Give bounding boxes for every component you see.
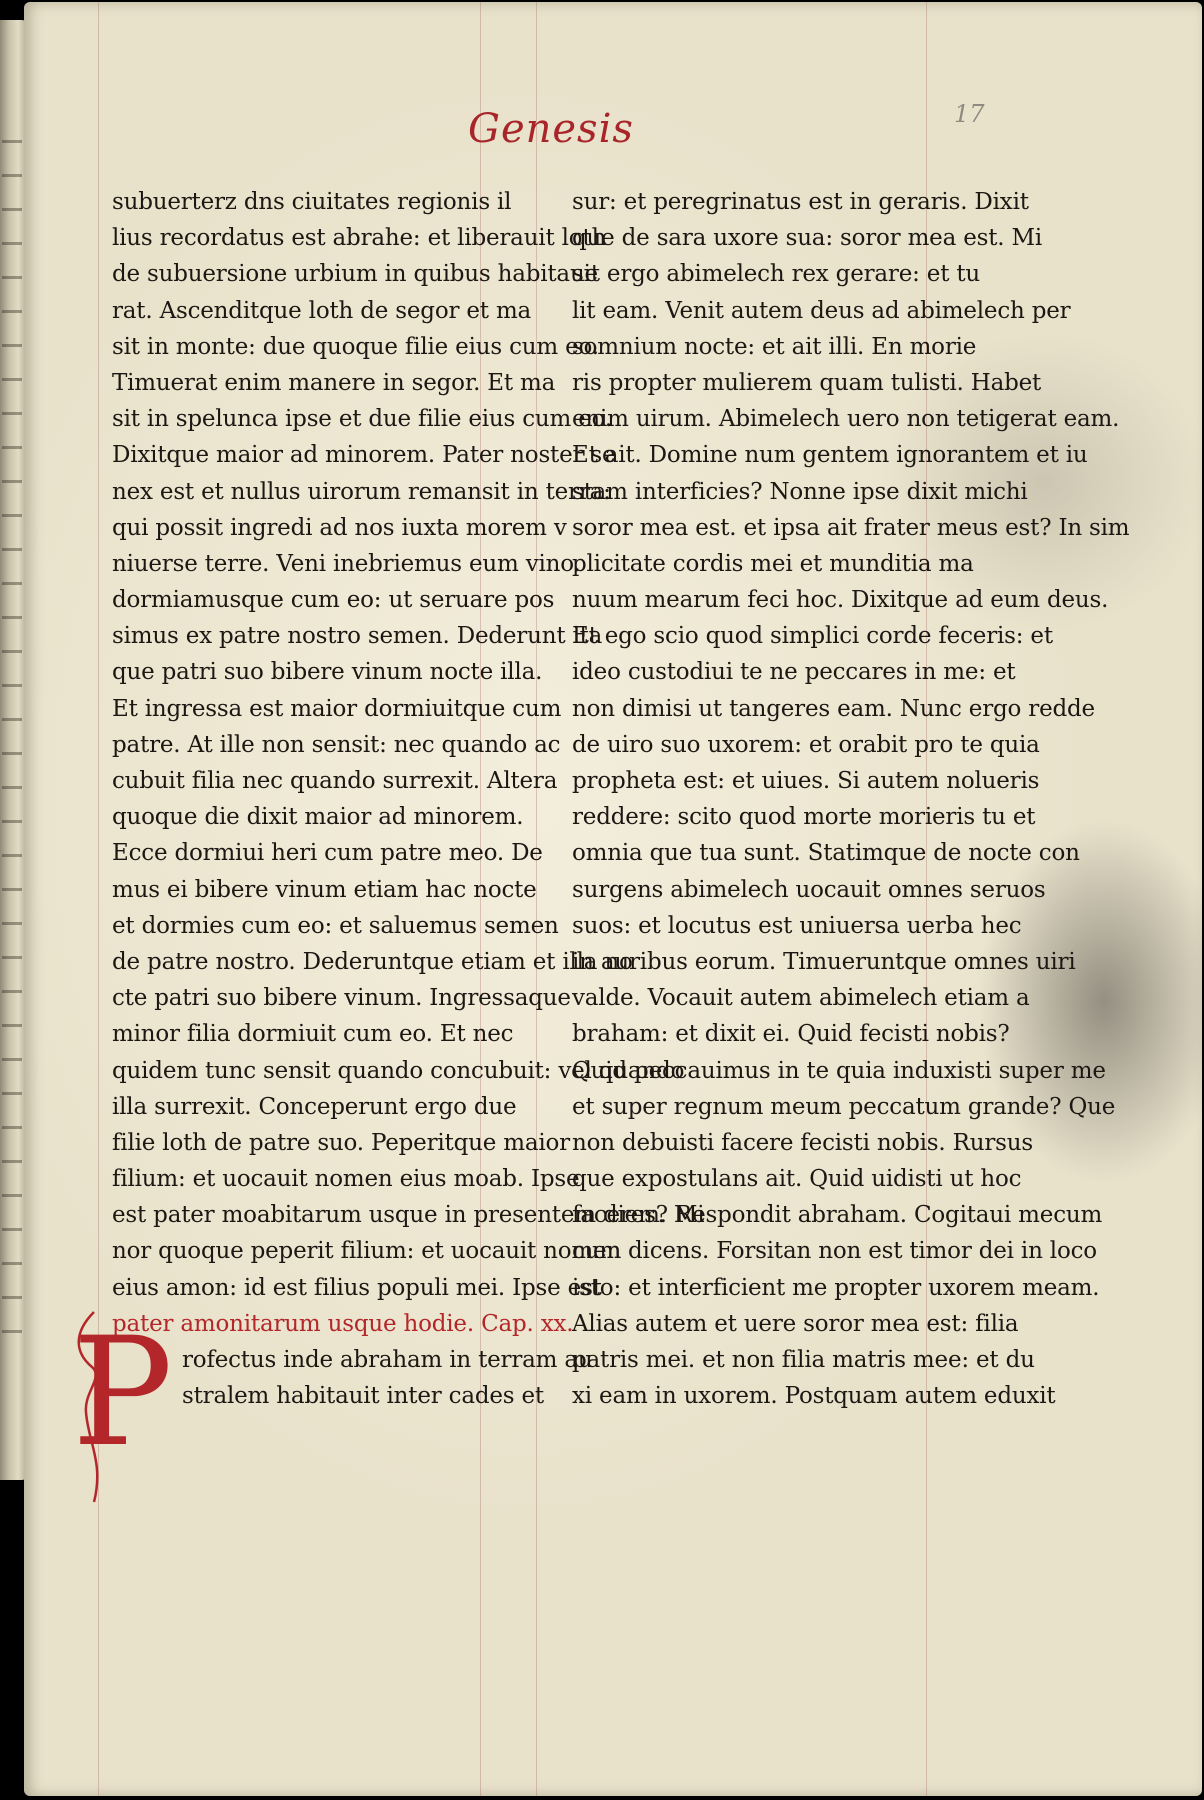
- text-line: que patri suo bibere vinum nocte illa.: [112, 659, 543, 686]
- text-line: non debuisti facere fecisti nobis. Rursus: [572, 1129, 1033, 1156]
- text-line: simus ex patre nostro semen. Dederunt ita: [112, 623, 603, 650]
- manuscript-folio: [24, 2, 1202, 1796]
- text-line: minor filia dormiuit cum eo. Et nec: [112, 1021, 514, 1048]
- text-line: mus ei bibere vinum etiam hac nocte: [112, 876, 537, 903]
- text-line: enim uirum. Abimelech uero non tetigerat eam.: [572, 406, 1120, 433]
- text-line: surgens abimelech uocauit omnes seruos: [572, 876, 1046, 903]
- text-line: soror mea est. et ipsa ait frater meus est? In sim: [572, 514, 1130, 541]
- text-line: rat. Ascenditque loth de segor et ma: [112, 297, 532, 324]
- text-line: xi eam in uxorem. Postquam autem eduxit: [572, 1383, 1056, 1410]
- previous-page-text-traces: [2, 140, 22, 1340]
- text-line: qui possit ingredi ad nos iuxta morem v: [112, 514, 567, 541]
- text-line: plicitate cordis mei et munditia ma: [572, 550, 974, 577]
- folio-number: 17: [954, 100, 985, 128]
- text-line: de uiro suo uxorem: et orabit pro te quia: [572, 731, 1040, 758]
- text-line: cte patri suo bibere vinum. Ingressaque: [112, 985, 571, 1012]
- text-line: niuerse terre. Veni inebriemus eum vino.: [112, 550, 581, 577]
- text-line: somnium nocte: et ait illi. En morie: [572, 333, 977, 360]
- text-line: cubuit filia nec quando surrexit. Altera: [112, 768, 558, 794]
- text-line: sur: et peregrinatus est in geraris. Dixit: [572, 189, 1029, 215]
- text-line: lius recordatus est abrahe: et liberauit loth: [112, 225, 607, 252]
- text-line: lit eam. Venit autem deus ad abimelech per: [572, 297, 1071, 324]
- text-line: cum dicens. Forsitan non est timor dei in loco: [572, 1238, 1097, 1265]
- previous-page-edge: [0, 20, 26, 1480]
- text-line: pater amonitarum usque hodie. Cap. xx.: [112, 1310, 574, 1337]
- text-line: faceres? Respondit abraham. Cogitaui mecum: [572, 1202, 1103, 1229]
- text-line: rofectus inde abraham in terram au: [182, 1347, 593, 1373]
- text-line: isto: et interficient me propter uxorem meam.: [572, 1274, 1100, 1301]
- text-line: de patre nostro. Dederuntque etiam et illa no: [112, 948, 633, 975]
- text-line: stralem habitauit inter cades et: [182, 1383, 544, 1410]
- text-line: quoque die dixit maior ad minorem.: [112, 804, 524, 831]
- text-line: nor quoque peperit filium: et uocauit nomen: [112, 1238, 622, 1265]
- text-line: ris propter mulierem quam tulisti. Habet: [572, 369, 1042, 396]
- text-line: reddere: scito quod morte morieris tu et: [572, 804, 1036, 831]
- text-line: est pater moabitarum usque in presentem diem. Mi: [112, 1202, 705, 1229]
- text-line: Et ingressa est maior dormiuitque cum: [112, 695, 562, 722]
- text-line: non dimisi ut tangeres eam. Nunc ergo redde: [572, 695, 1095, 722]
- text-line: patris mei. et non filia matris mee: et du: [572, 1347, 1035, 1373]
- text-line: Alias autem et uere soror mea est: filia: [572, 1310, 1019, 1337]
- text-line: sit in monte: due quoque filie eius cum eo.: [112, 333, 599, 360]
- text-line: Et ego scio quod simplici corde feceris: et: [572, 623, 1053, 650]
- text-line: Dixitque maior ad minorem. Pater noster se: [112, 442, 616, 469]
- text-line: stam interficies? Nonne ipse dixit michi: [572, 478, 1028, 505]
- text-line: ideo custodiui te ne peccares in me: et: [572, 659, 1016, 686]
- right-text-column: [572, 184, 1130, 1414]
- left-text-column: [112, 184, 705, 1414]
- text-line: in auribus eorum. Timueruntque omnes uiri: [572, 948, 1076, 975]
- text-line: omnia que tua sunt. Statimque de nocte con: [572, 840, 1080, 867]
- text-line: que expostulans ait. Quid uidisti ut hoc: [572, 1166, 1022, 1193]
- text-line: filium: et uocauit nomen eius moab. Ipse: [112, 1166, 580, 1193]
- text-line: eius amon: id est filius populi mei. Ipse est: [112, 1274, 602, 1301]
- text-line: sit in spelunca ipse et due filie eius cum eo.: [112, 406, 613, 433]
- ruling-line: [98, 2, 99, 1796]
- text-line: patre. At ille non sensit: nec quando ac: [112, 731, 561, 758]
- text-line: braham: et dixit ei. Quid fecisti nobis?: [572, 1021, 1010, 1048]
- text-line: suos: et locutus est uniuersa uerba hec: [572, 912, 1022, 939]
- text-line: nex est et nullus uirorum remansit in terra:: [112, 478, 611, 505]
- text-line: valde. Vocauit autem abimelech etiam a: [572, 985, 1030, 1012]
- decorated-initial: P: [72, 1306, 173, 1480]
- text-line: et dormies cum eo: et saluemus semen: [112, 912, 559, 939]
- text-line: subuerterz dns ciuitates regionis il: [112, 189, 512, 215]
- text-line: propheta est: et uiues. Si autem nolueris: [572, 768, 1040, 794]
- text-line: et super regnum meum peccatum grande? Que: [572, 1093, 1116, 1120]
- text-line: de subuersione urbium in quibus habitaue: [112, 261, 598, 288]
- text-line: nuum mearum feci hoc. Dixitque ad eum deus.: [572, 587, 1109, 614]
- text-line: dormiamusque cum eo: ut seruare pos: [112, 587, 555, 614]
- text-line: filie loth de patre suo. Peperitque maior: [112, 1129, 570, 1156]
- text-line: Et ait. Domine num gentem ignorantem et iu: [572, 442, 1088, 469]
- text-line: Quid peccauimus in te quia induxisti super me: [572, 1057, 1106, 1084]
- text-line: quidem tunc sensit quando concubuit: vel quando: [112, 1057, 685, 1084]
- text-line: illa surrexit. Conceperunt ergo due: [112, 1093, 517, 1120]
- text-line: sit ergo abimelech rex gerare: et tu: [572, 261, 981, 288]
- text-line: Ecce dormiui heri cum patre meo. De: [112, 840, 543, 867]
- running-head: Genesis: [468, 106, 634, 152]
- text-line: que de sara uxore sua: soror mea est. Mi: [572, 225, 1043, 252]
- text-line: Timuerat enim manere in segor. Et ma: [112, 369, 556, 396]
